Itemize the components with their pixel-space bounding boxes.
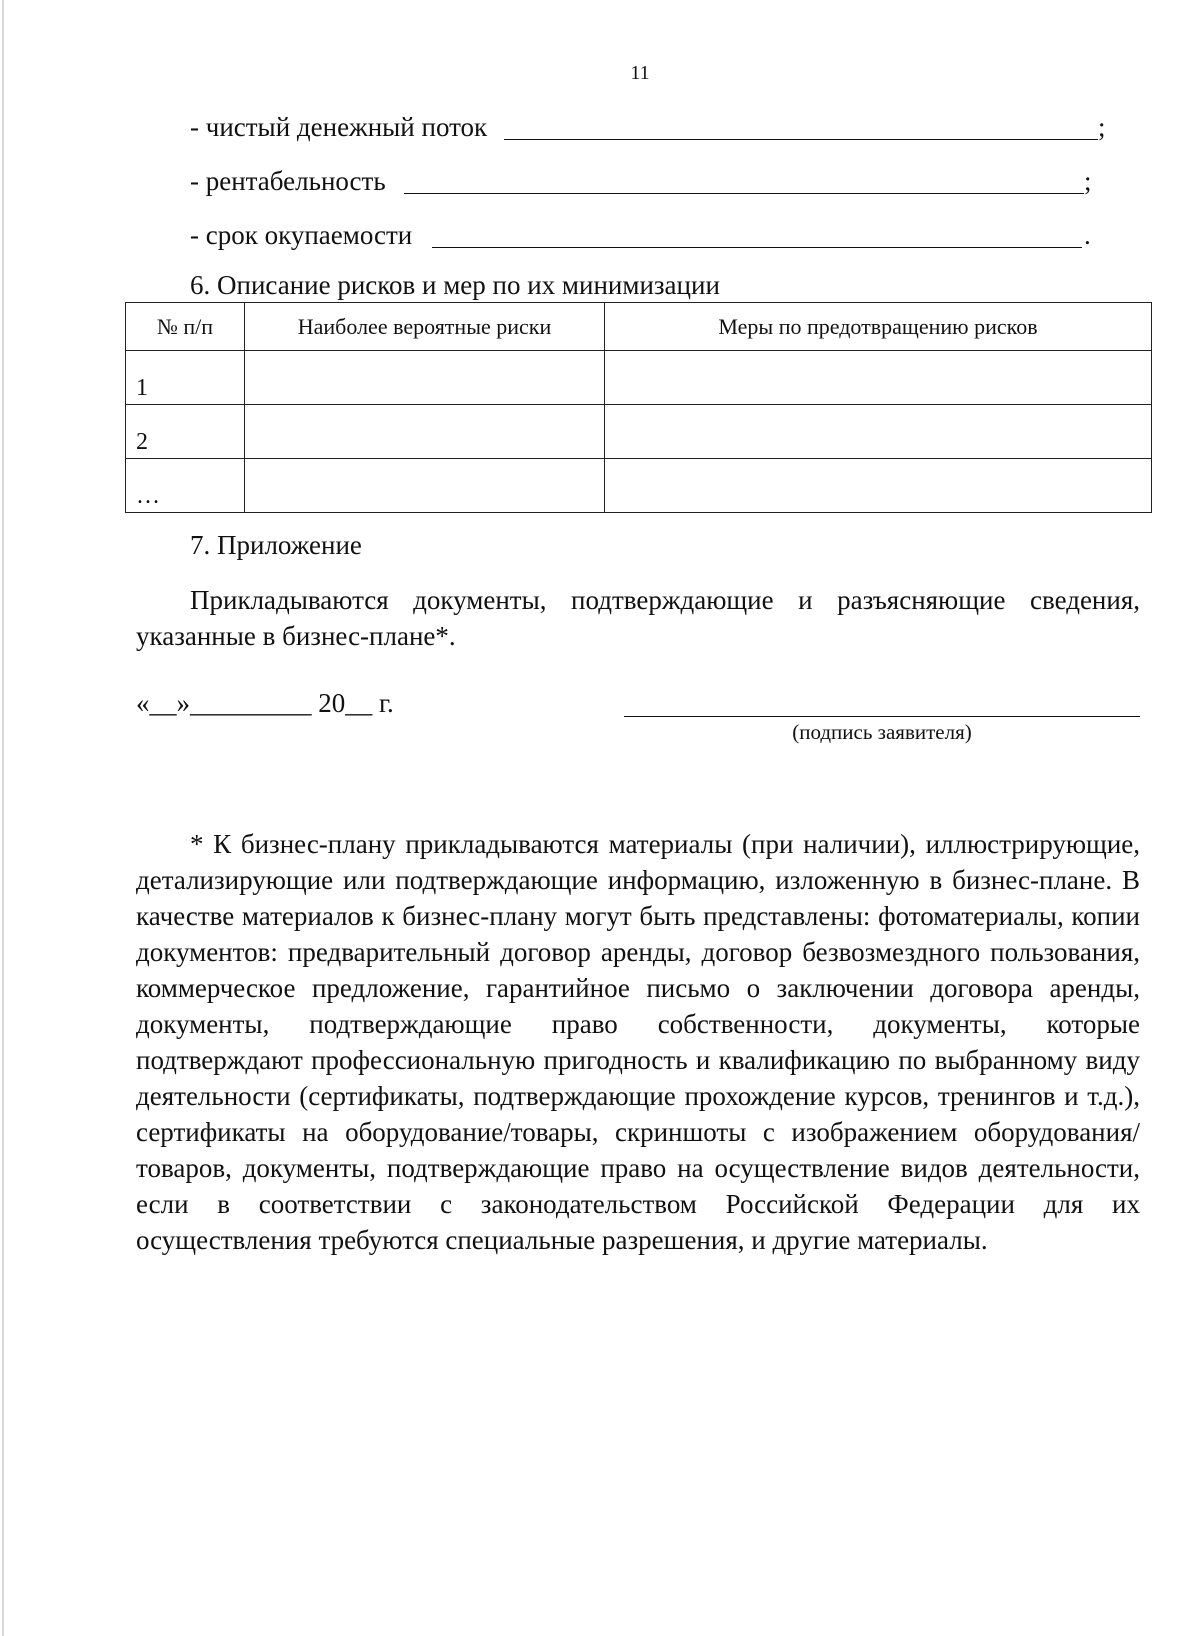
fill-line — [404, 166, 1084, 194]
section6-heading: 6. Описание рисков и мер по их минимизации — [190, 270, 720, 300]
page-number: 11 — [630, 62, 650, 84]
signature-line — [624, 716, 1140, 717]
section7-heading: 7. Приложение — [190, 530, 362, 560]
row-risk-cell — [245, 459, 605, 513]
table-row — [126, 405, 1152, 459]
indicator-label: - срок окупаемости — [190, 220, 413, 250]
footnote — [136, 826, 1140, 1258]
row-measure-cell — [605, 459, 1152, 513]
scan-edge — [2, 0, 4, 1636]
table-row — [126, 351, 1152, 405]
indicator-label: - чистый денежный поток — [190, 112, 488, 142]
indicator-end: ; — [1084, 166, 1092, 196]
row-number: 2 — [126, 405, 245, 459]
row-measure-cell — [605, 405, 1152, 459]
fill-line — [432, 220, 1082, 248]
footnote-text: * К бизнес-плану прикладываются материалы (при наличии), иллюстрирующие, детализирующие или подтверждающие информацию, изложенную в бизнес-плане. В качестве материалов к бизнес-плану могут быть представлены: фотоматериалы, копии документов: предварительный договор аренды, договор безвозмездного пользования, коммерческое предложение, гарантийное письмо о заключении договора аренды, документы, подтверждающие право собственности, документы, которые подтверждают профессиональную пригодность и квалификацию по выбранному виду деятельности (сертификаты, подтверждающие прохождение курсов, тренингов и т.д.), сертификаты на оборудование/товары, скриншоты с изображением оборудования/товаров, документы, подтверждающие право на осуществление видов деятельности, если в соответствии с законодательством Российской Федерации для их осуществления требуются специальные разрешения, и другие материалы. — [136, 829, 1140, 1255]
row-risk-cell — [245, 351, 605, 405]
date-field: «__»_________ 20__ г. — [136, 688, 394, 718]
risks-table — [125, 302, 1152, 513]
fill-line — [504, 112, 1098, 140]
table-header-row — [126, 303, 1152, 351]
section7-text — [136, 582, 1140, 654]
row-risk-cell — [245, 405, 605, 459]
section7-text-content: Прикладываются документы, подтверждающие и разъясняющие сведения, указанные в бизнес-плане*. — [136, 585, 1140, 651]
header-risks: Наиболее вероятные риски — [245, 303, 605, 351]
signature-caption: (подпись заявителя) — [792, 720, 972, 744]
row-number: … — [126, 459, 245, 513]
indicator-end: ; — [1098, 112, 1106, 142]
indicator-payback-period — [190, 218, 1110, 252]
indicator-label: - рентабельность — [190, 166, 386, 196]
row-measure-cell — [605, 351, 1152, 405]
table-row — [126, 459, 1152, 513]
header-measures: Меры по предотвращению рисков — [605, 303, 1152, 351]
indicator-net-cash-flow — [190, 110, 1110, 144]
indicator-end: . — [1084, 220, 1091, 250]
row-number: 1 — [126, 351, 245, 405]
header-number: № п/п — [126, 303, 245, 351]
indicator-profitability — [190, 164, 1110, 198]
